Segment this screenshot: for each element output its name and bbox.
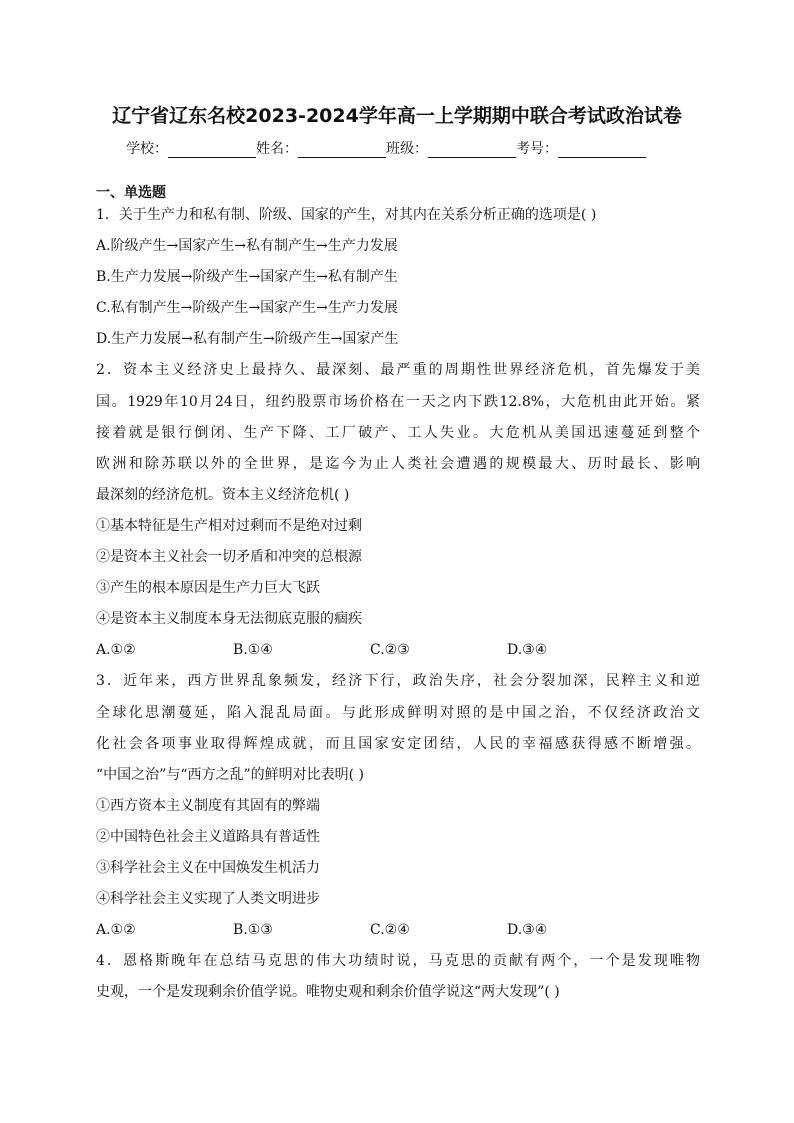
statement-4: ④是资本主义制度本身无法彻底克服的痼疾: [96, 611, 362, 628]
class-field: [386, 138, 516, 158]
answer-b: B.①④: [233, 642, 273, 659]
option-b: B.生产力发展→阶级产生→国家产生→私有制产生: [96, 269, 398, 286]
statement-4: ④科学社会主义实现了人类文明进步: [96, 891, 320, 908]
question-stem-line: 最深刻的经济危机。资本主义经济危机( ): [96, 486, 350, 503]
question-stem-line: 1．关于生产力和私有制、阶级、国家的产生，对其内在关系分析正确的选项是( ): [96, 207, 597, 223]
question-stem-line: 全球化思潮蔓延，陷入混乱局面。与此形成鲜明对照的是中国之治，不仅经济政治文: [96, 704, 700, 721]
answer-d: D.③④: [507, 922, 548, 939]
answer-d: D.③④: [507, 642, 548, 659]
option-d: D.生产力发展→私有制产生→阶级产生→国家产生: [96, 331, 399, 348]
question-stem-line: 国。1929年10月24日，纽约股票市场价格在一天之内下跌12.8%，大危机由此开始。紧: [96, 393, 700, 410]
option-a: A.阶级产生→国家产生→私有制产生→生产力发展: [96, 238, 398, 255]
answer-choices: [96, 918, 700, 949]
answer-a: A.①②: [96, 642, 136, 659]
name-field: [256, 138, 386, 158]
class-label: 班级：: [386, 141, 428, 157]
answer-b: B.①③: [233, 922, 273, 939]
answer-c: C.②③: [370, 642, 410, 659]
class-blank: [428, 141, 516, 158]
question-4: [96, 949, 700, 1011]
exam-number-field: [516, 138, 646, 158]
school-label: 学校：: [126, 141, 168, 157]
answer-choices: [96, 638, 700, 669]
question-stem-line: 史观，一个是发现剩余价值学说。唯物史观和剩余价值学说这“两大发现”( ): [96, 984, 560, 1001]
question-stem-line: 3．近年来，西方世界乱象频发，经济下行，政治失序，社会分裂加深，民粹主义和逆: [96, 673, 700, 690]
questions-area: [96, 203, 700, 1011]
answer-c: C.②④: [370, 922, 410, 939]
statement-3: ③科学社会主义在中国焕发生机活力: [96, 859, 320, 876]
statement-2: ②中国特色社会主义道路具有普适性: [96, 828, 320, 845]
question-stem-line: 化社会各项事业取得辉煌成就，而且国家安定团结，人民的幸福感获得感不断增强。: [96, 735, 700, 752]
exam-number-blank: [558, 141, 646, 158]
section-title: 一、单选题: [96, 185, 166, 201]
question-1: [96, 203, 700, 358]
answer-a: A.①②: [96, 922, 136, 939]
option-c: C.私有制产生→阶级产生→国家产生→生产力发展: [96, 300, 398, 317]
question-stem-line: 欧洲和除苏联以外的全世界，是迄今为止人类社会遭遇的规模最大、历时最长、影响: [96, 455, 700, 472]
statement-1: ①西方资本主义制度有其固有的弊端: [96, 797, 320, 814]
question-3: [96, 669, 700, 949]
question-stem-line: 接着就是银行倒闭、生产下降、工厂破产、工人失业。大危机从美国迅速蔓延到整个: [96, 424, 700, 441]
name-blank: [298, 141, 386, 158]
question-stem-line: “中国之治”与“西方之乱”的鲜明对比表明( ): [96, 766, 365, 783]
school-field: [126, 138, 256, 158]
question-stem-line: 4．恩格斯晚年在总结马克思的伟大功绩时说，马克思的贡献有两个，一个是发现唯物: [96, 953, 700, 970]
exam-title: 辽宁省辽东名校2023-2024学年高一上学期期中联合考试政治试卷: [112, 105, 682, 127]
statement-3: ③产生的根本原因是生产力巨大飞跃: [96, 580, 320, 597]
question-2: [96, 358, 700, 669]
name-label: 姓名：: [256, 141, 298, 157]
school-blank: [168, 141, 256, 158]
student-info-row: [126, 136, 646, 158]
statement-1: ①基本特征是生产相对过剩而不是绝对过剩: [96, 517, 362, 534]
statement-2: ②是资本主义社会一切矛盾和冲突的总根源: [96, 549, 362, 566]
question-stem-line: 2．资本主义经济史上最持久、最深刻、最严重的周期性世界经济危机，首先爆发于美: [96, 362, 700, 379]
exam-number-label: 考号：: [516, 141, 558, 157]
